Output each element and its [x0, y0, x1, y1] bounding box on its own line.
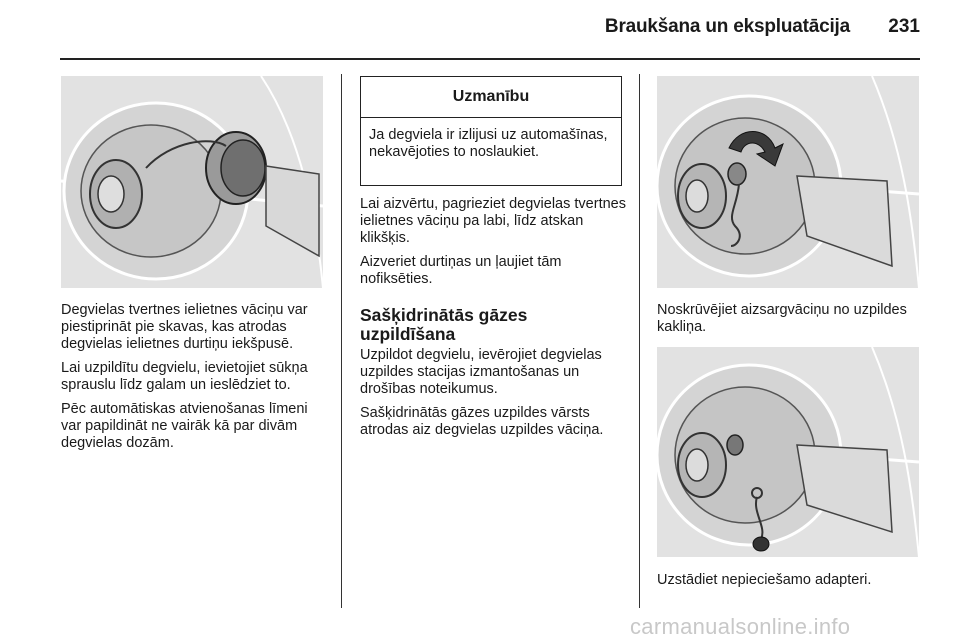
col2-lpg-paragraph-2: Sašķidrinātās gāzes uzpildes vārsts atrodas aiz degvielas uzpildes vāciņa.: [360, 405, 604, 438]
caution-title: Uzmanību: [361, 77, 621, 118]
column-divider-left: [341, 74, 342, 608]
col2-lpg-paragraph-1: Uzpildot degvielu, ievērojiet degvielas uzpildes stacijas izmantošanas un drošības noteikumus.: [360, 347, 602, 397]
col2-text: [360, 196, 628, 295]
col3-caption-1: [657, 302, 927, 343]
fuel-cap-drawing: [61, 76, 323, 288]
col2-paragraph-1: Lai aizvērtu, pagrieziet degvielas tvertnes ielietnes vāciņu pa labi, līdz atskan klikšķis.: [360, 196, 626, 246]
col1-paragraph-3: Pēc automātiskas atvienošanas līmeni var papildināt ne vairāk kā par divām degvielas dozām.: [61, 401, 308, 451]
caption-remove-cap: Noskrūvējiet aizsargvāciņu no uzpildes kakliņa.: [657, 302, 907, 335]
col3-caption-2: [657, 572, 927, 596]
header-rule: [60, 58, 920, 60]
col1-paragraph-1: Degvielas tvertnes ielietnes vāciņu var piestiprināt pie skavas, kas atrodas degvielas ielietnes durtiņu iekšpusē.: [61, 302, 308, 352]
lpg-cap-remove-illustration: [657, 76, 919, 288]
caption-install-adapter: Uzstādiet nepieciešamo adapteri.: [657, 572, 872, 588]
col2-paragraph-2: Aizveriet durtiņas un ļaujiet tām nofiksēties.: [360, 254, 562, 287]
lpg-cap-remove-drawing: [657, 76, 919, 288]
lpg-adapter-drawing: [657, 347, 919, 557]
col1-paragraph-2: Lai uzpildītu degvielu, ievietojiet sūkņa sprauslu līdz galam un ieslēdziet to.: [61, 360, 308, 393]
lpg-subheading: Sašķidrinātās gāzes uzpildīšana: [360, 305, 528, 344]
watermark: carmanualsonline.info: [630, 614, 851, 639]
col1-text: [61, 302, 331, 459]
running-header: Braukšana un ekspluatācija: [604, 16, 850, 37]
caution-text: Ja degviela ir izlijusi uz automašīnas, nekavējoties to noslaukiet.: [369, 127, 608, 160]
col2-lpg-text: [360, 347, 628, 446]
column-divider-right: [639, 74, 640, 608]
lpg-adapter-illustration: [657, 347, 919, 557]
fuel-cap-illustration: [61, 76, 323, 288]
caution-box: [360, 76, 622, 186]
page-number: 231: [888, 16, 920, 37]
